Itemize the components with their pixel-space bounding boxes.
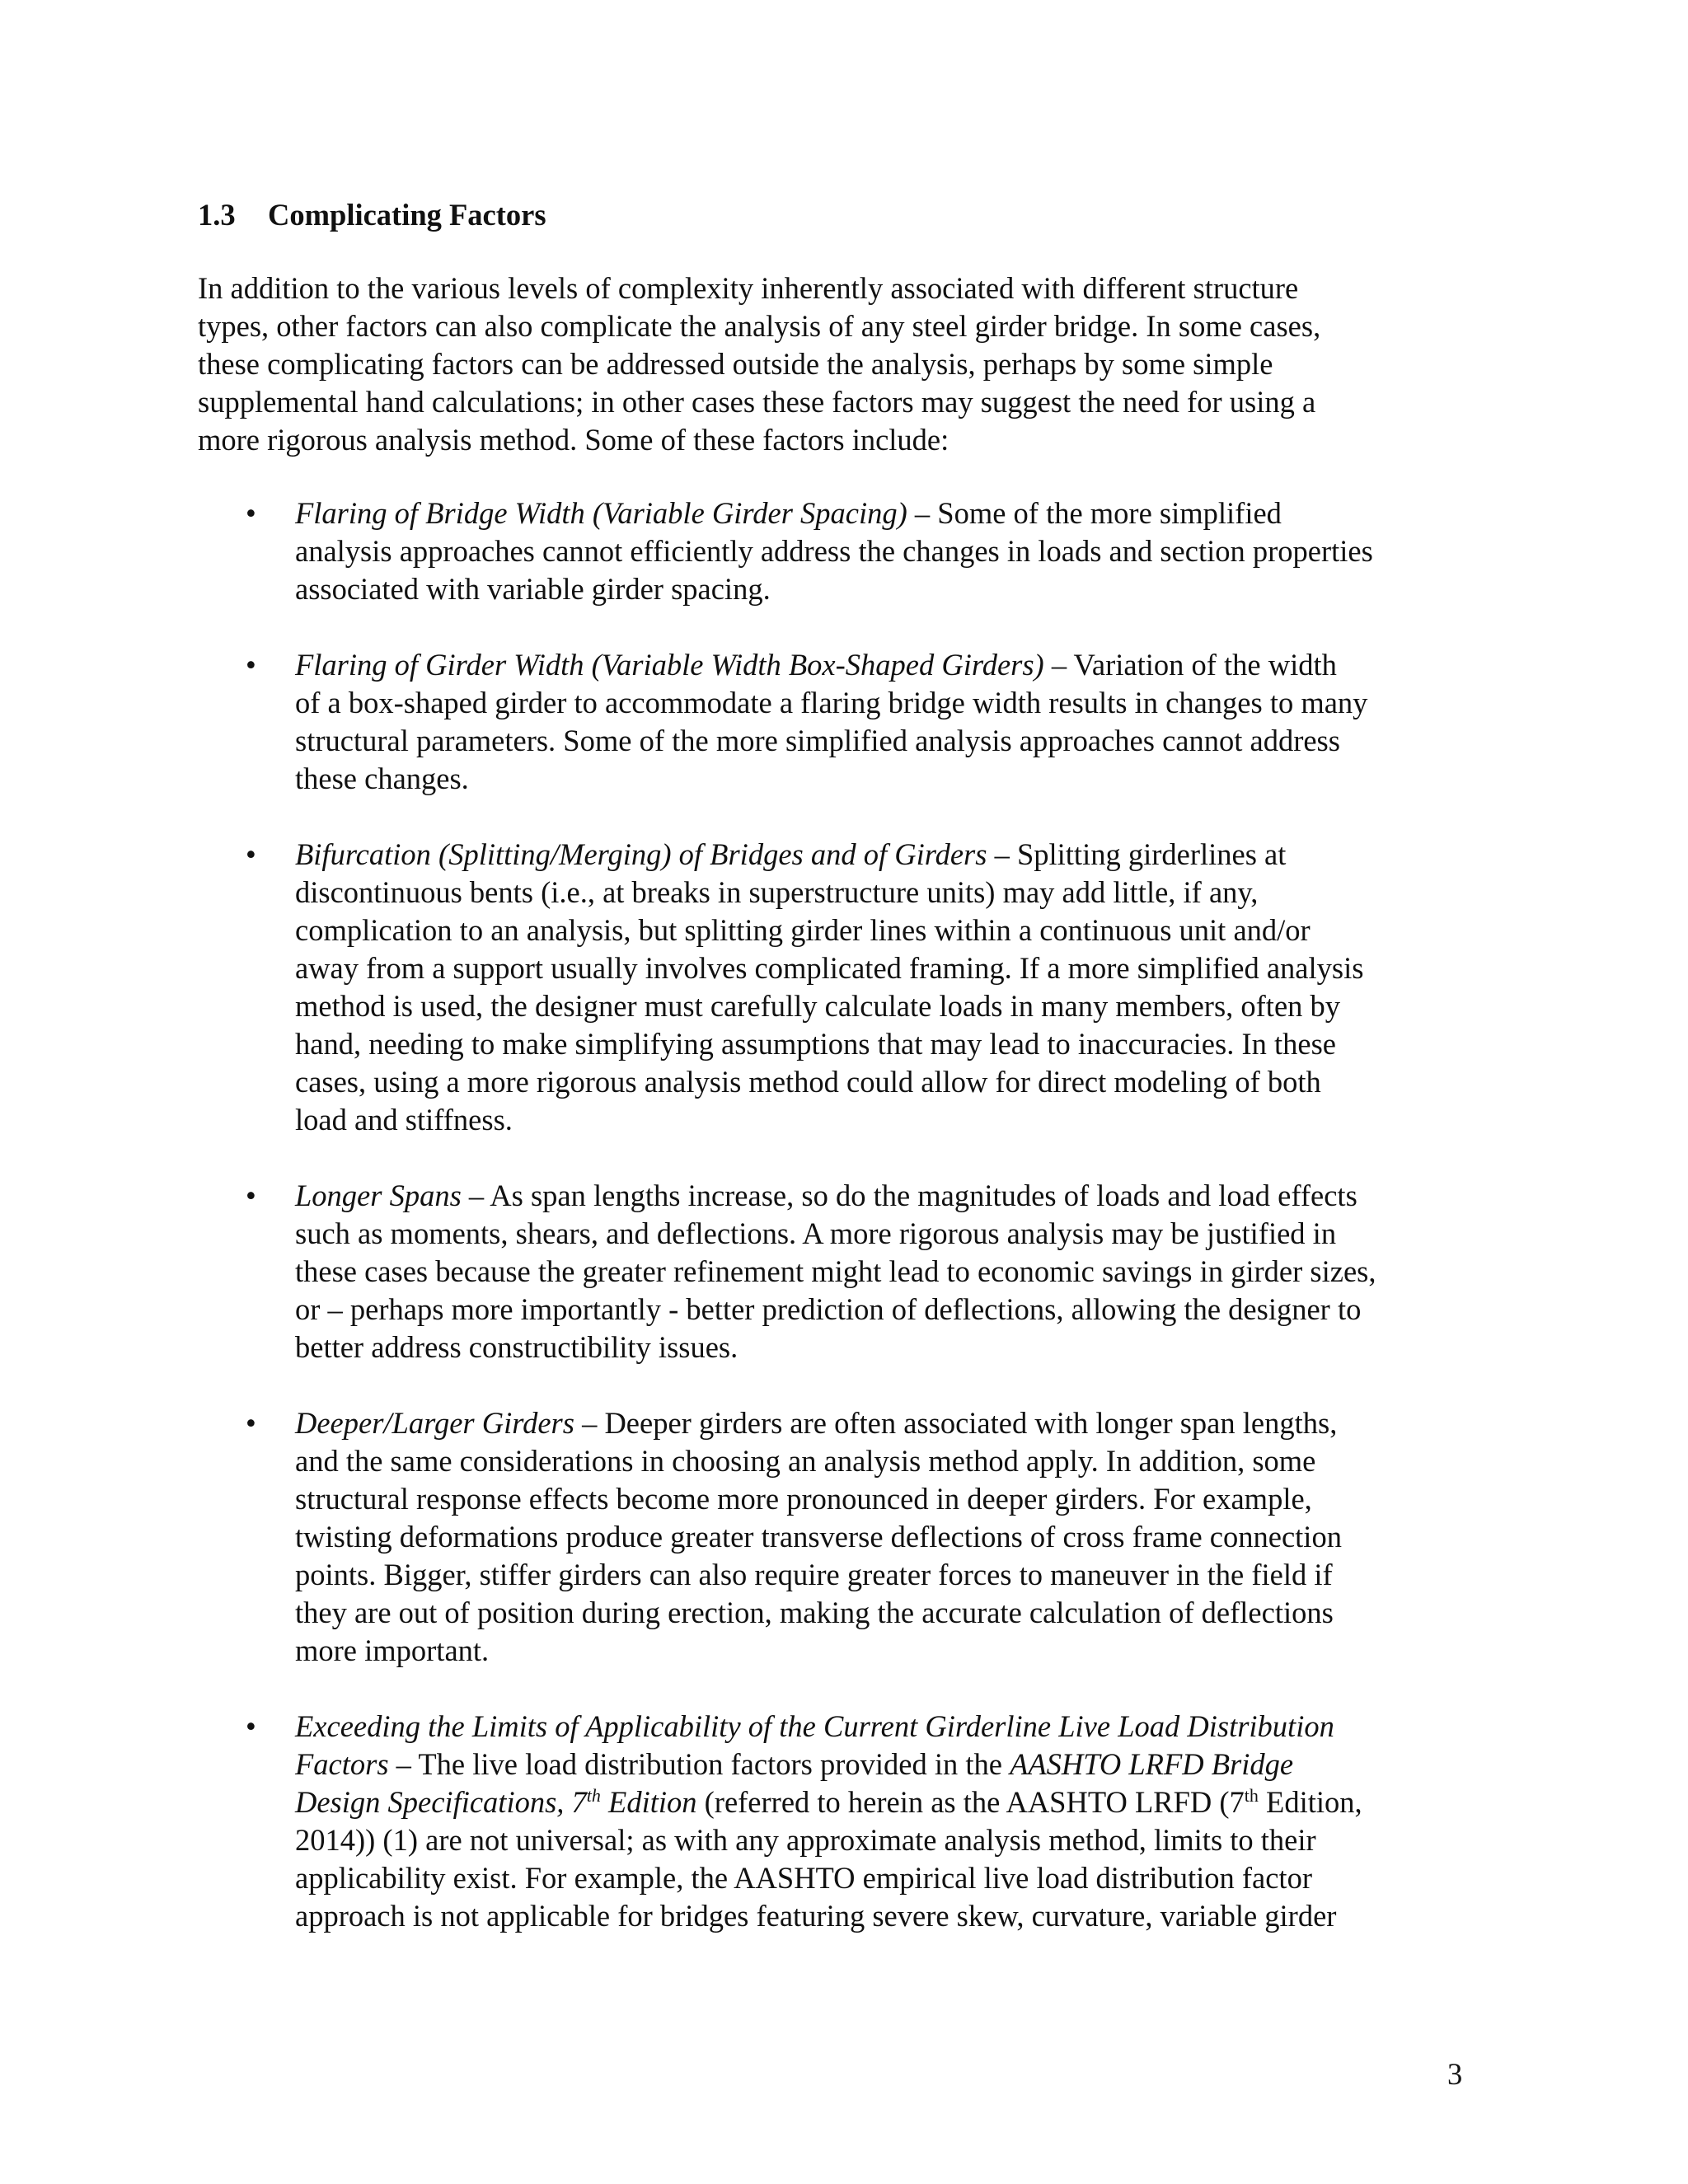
factor-text: and the same considerations in choosing an analysis method apply. In addition, some xyxy=(295,1444,1316,1478)
section-number: 1.3 xyxy=(198,198,236,232)
factor-text: points. Bigger, stiffer girders can also require greater forces to maneuver in the field if xyxy=(295,1558,1333,1591)
intro-line: these complicating factors can be addressed outside the analysis, perhaps by some simple xyxy=(198,347,1273,381)
intro-line: more rigorous analysis method. Some of these factors include: xyxy=(198,423,950,457)
factor-text: structural response effects become more pronounced in deeper girders. For example, xyxy=(295,1482,1312,1516)
factor-term: Deeper/Larger Girders xyxy=(295,1406,574,1440)
publication-title: Design Specifications, 7 xyxy=(295,1785,587,1819)
intro-paragraph xyxy=(198,269,1484,459)
factor-text: load and stiffness. xyxy=(295,1103,513,1137)
factor-text: they are out of position during erection, making the accurate calculation of deflections xyxy=(295,1596,1334,1629)
factor-text: – Some of the more simplified xyxy=(907,496,1282,530)
factor-text: Edition, xyxy=(1258,1785,1362,1819)
factor-text: applicability exist. For example, the AASHTO empirical live load distribution factor xyxy=(295,1861,1312,1895)
factor-text: method is used, the designer must carefully calculate loads in many members, often by xyxy=(295,989,1341,1023)
bullet-icon: • xyxy=(246,496,256,530)
factor-text: 2014)) (1) are not universal; as with any approximate analysis method, limits to their xyxy=(295,1823,1316,1857)
factor-text: structural parameters. Some of the more simplified analysis approaches cannot address xyxy=(295,724,1340,757)
list-item xyxy=(198,836,1500,1139)
factor-text: these changes. xyxy=(295,762,469,795)
factor-text: twisting deformations produce greater transverse deflections of cross frame connection xyxy=(295,1520,1342,1554)
factor-term: Factors xyxy=(295,1747,389,1781)
factor-text: complication to an analysis, but splitting girder lines within a continuous unit and/or xyxy=(295,913,1311,947)
factor-text: (referred to herein as the AASHTO LRFD (7 xyxy=(696,1785,1245,1819)
factor-text: – Splitting girderlines at xyxy=(987,837,1287,871)
factor-term: Flaring of Girder Width (Variable Width Box-Shaped Girders) xyxy=(295,648,1044,682)
factor-text: – Deeper girders are often associated with longer span lengths, xyxy=(574,1406,1338,1440)
publication-title: AASHTO LRFD Bridge xyxy=(1010,1747,1294,1781)
factor-text: – As span lengths increase, so do the magnitudes of loads and load effects xyxy=(461,1179,1357,1212)
factor-text: such as moments, shears, and deflections. A more rigorous analysis may be justified in xyxy=(295,1216,1337,1250)
factor-text: these cases because the greater refinement might lead to economic savings in girder sizes, xyxy=(295,1254,1376,1288)
bullet-icon: • xyxy=(246,1406,256,1440)
factor-term: Exceeding the Limits of Applicability of the Current Girderline Live Load Distribution xyxy=(295,1709,1334,1743)
factor-text: discontinuous bents (i.e., at breaks in superstructure units) may add little, if any, xyxy=(295,875,1259,909)
section-heading xyxy=(198,196,546,234)
factor-text: analysis approaches cannot efficiently address the changes in loads and section properties xyxy=(295,534,1373,568)
section-title: Complicating Factors xyxy=(268,198,546,232)
factor-text: – Variation of the width xyxy=(1043,648,1337,682)
bullet-icon: • xyxy=(246,1179,256,1212)
factor-text: approach is not applicable for bridges featuring severe skew, curvature, variable girder xyxy=(295,1899,1337,1933)
bullet-icon: • xyxy=(246,648,256,682)
factor-term: Bifurcation (Splitting/Merging) of Bridges and of Girders xyxy=(295,837,987,871)
factor-text: hand, needing to make simplifying assumptions that may lead to inaccuracies. In these xyxy=(295,1027,1336,1061)
intro-line: types, other factors can also complicate the analysis of any steel girder bridge. In some cases, xyxy=(198,309,1321,343)
factor-text: more important. xyxy=(295,1633,490,1667)
list-item xyxy=(198,1404,1500,1670)
bullet-icon: • xyxy=(246,1709,256,1743)
factor-text: or – perhaps more importantly - better prediction of deflections, allowing the designer to xyxy=(295,1292,1362,1326)
list-item xyxy=(198,1708,1500,1935)
superscript: th xyxy=(586,1784,601,1806)
list-item xyxy=(198,646,1500,798)
list-item xyxy=(198,494,1500,608)
intro-line: supplemental hand calculations; in other cases these factors may suggest the need for using a xyxy=(198,385,1316,419)
publication-title: Edition xyxy=(600,1785,697,1819)
factor-text: of a box-shaped girder to accommodate a flaring bridge width results in changes to many xyxy=(295,686,1368,719)
factor-term: Flaring of Bridge Width (Variable Girder Spacing) xyxy=(295,496,907,530)
factor-term: Longer Spans xyxy=(295,1179,462,1212)
factors-list xyxy=(198,494,1500,1973)
superscript: th xyxy=(1244,1784,1259,1806)
bullet-icon: • xyxy=(246,837,256,871)
factor-text: associated with variable girder spacing. xyxy=(295,572,771,606)
factor-text: better address constructibility issues. xyxy=(295,1330,738,1364)
factor-text: cases, using a more rigorous analysis method could allow for direct modeling of both xyxy=(295,1065,1321,1099)
factor-text: – The live load distribution factors provided in the xyxy=(388,1747,1010,1781)
page-number: 3 xyxy=(1447,2057,1463,2091)
list-item xyxy=(198,1177,1500,1366)
intro-line: In addition to the various levels of complexity inherently associated with different structure xyxy=(198,271,1299,305)
factor-text: away from a support usually involves complicated framing. If a more simplified analysis xyxy=(295,951,1364,985)
